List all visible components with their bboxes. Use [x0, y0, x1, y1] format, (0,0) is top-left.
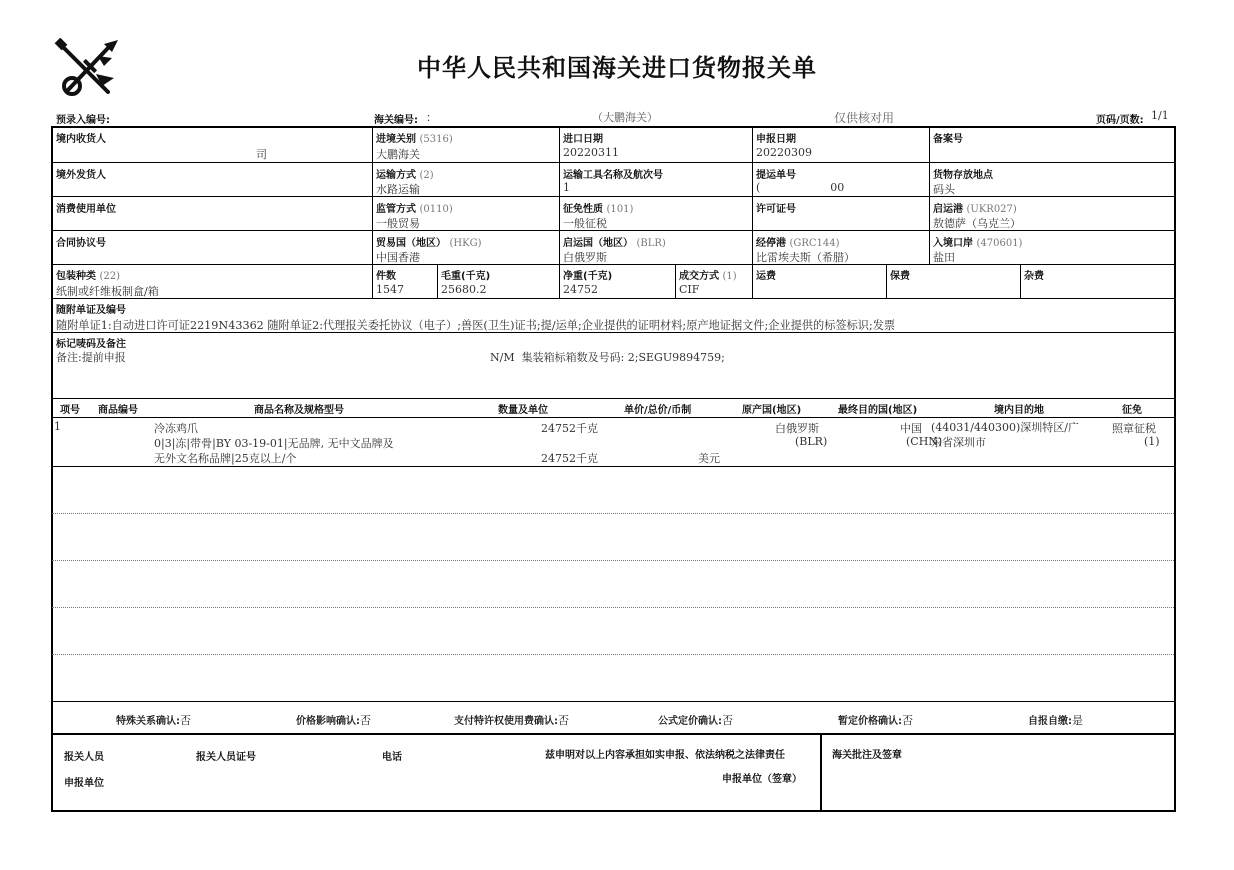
bill-no-value: ( 00: [756, 181, 845, 194]
goods-header-domestic: 境内目的地: [994, 405, 1044, 416]
goods-header-name: 商品名称及规格型号: [254, 405, 344, 416]
deal-mode-label: 成交方式 (1): [679, 271, 737, 282]
declare-unit-seal-label: 申报单位（签章）: [722, 774, 802, 785]
pieces-label: 件数: [376, 271, 396, 282]
license-no-label: 许可证号: [756, 204, 796, 215]
supervision-label: 监管方式 (0110): [376, 204, 453, 215]
provisional-price-confirm: 暂定价格确认:否: [838, 714, 913, 727]
trade-country-value: 中国香港: [376, 251, 420, 264]
item-levy-code: (1): [1144, 435, 1160, 448]
deal-mode-value: CIF: [679, 283, 700, 296]
goods-header-price: 单价/总价/币制: [624, 405, 692, 416]
customs-no-value: ：: [426, 111, 437, 124]
consignee-label: 境内收货人: [56, 134, 106, 145]
item-qty-2: 24752千克: [541, 452, 598, 465]
attached-docs-value: 随附单证1:自动进口许可证2219N43362 随附单证2:代理报关委托协议（电子）;兽医(卫生)证书;提/运单;企业提供的证明材料;原产地证据文件;企业提供的标签标识;发票: [56, 319, 896, 332]
insurance-label: 保费: [890, 271, 910, 282]
origin-country-label: 启运国（地区） (BLR): [563, 238, 666, 249]
item-domestic-dest: (44031/440300)深圳特区/广东省深圳市: [931, 421, 1079, 449]
declare-unit-label: 申报单位: [64, 778, 104, 789]
declarant-label: 报关人员: [64, 752, 104, 763]
item-origin: 白俄罗斯: [775, 422, 819, 435]
marks-value: N/M 集装箱标箱数及号码: 2;SEGU9894759;: [490, 351, 725, 364]
origin-country-value: 白俄罗斯: [563, 251, 607, 264]
supervision-value: 一般贸易: [376, 217, 420, 230]
remark-value: 备注:提前申报: [56, 351, 126, 364]
transport-mode-label: 运输方式 (2): [376, 170, 434, 181]
item-spec-line1: 0|3|冻|带骨|BY 03-19-01|无品牌, 无中文品牌及: [154, 437, 394, 450]
form-title: 中华人民共和国海关进口货物报关单: [417, 54, 817, 82]
item-currency: 美元: [698, 452, 720, 465]
page-label: 页码/页数:: [1096, 115, 1144, 126]
attached-docs-label: 随附单证及编号: [56, 305, 126, 316]
goods-header-dest: 最终目的国(地区): [838, 405, 918, 416]
departure-port-value: 敖德萨（乌克兰）: [933, 217, 1021, 230]
item-spec-line2: 无外文名称品牌|25克以上/个: [154, 452, 297, 465]
levy-nature-label: 征免性质 (101): [563, 204, 634, 215]
price-impact-confirm: 价格影响确认:否: [296, 714, 371, 727]
net-weight-value: 24752: [563, 283, 598, 296]
pieces-value: 1547: [376, 283, 404, 296]
package-type-value: 纸制或纤维板制盒/箱: [56, 285, 159, 298]
vessel-value: 1: [563, 181, 570, 194]
bill-no-label: 提运单号: [756, 170, 796, 181]
legal-statement: 兹申明对以上内容承担如实申报、依法纳税之法律责任: [545, 750, 785, 761]
item-dest: 中国: [900, 422, 922, 435]
stop-port-value: 比雷埃夫斯（希腊）: [756, 251, 855, 264]
levy-nature-value: 一般征税: [563, 217, 607, 230]
gross-weight-value: 25680.2: [441, 283, 487, 296]
departure-port-label: 启运港 (UKR027): [933, 204, 1017, 215]
customs-no-label: 海关编号:: [374, 115, 418, 126]
item-origin-code: (BLR): [795, 435, 828, 448]
customs-notes-label: 海关批注及签章: [832, 750, 902, 761]
royalty-confirm: 支付特许权使用费确认:否: [454, 714, 569, 727]
gross-weight-label: 毛重(千克): [441, 271, 491, 282]
goods-header-code: 商品编号: [98, 405, 138, 416]
declare-date-value: 20220309: [756, 146, 812, 159]
declarant-cert-label: 报关人员证号: [196, 752, 256, 763]
pre-entry-label: 预录入编号:: [56, 115, 110, 126]
entry-office-label: 进境关别 (5316): [376, 134, 453, 145]
self-pay-confirm: 自报自缴:是: [1028, 714, 1083, 727]
entry-port-label: 入境口岸 (470601): [933, 238, 1023, 249]
consumer-unit-label: 消费使用单位: [56, 204, 116, 215]
item-no: 1: [54, 420, 61, 433]
page-value: 1/1: [1151, 109, 1169, 122]
goods-header-origin: 原产国(地区): [742, 405, 802, 416]
net-weight-label: 净重(千克): [563, 271, 613, 282]
item-dest-code: (CHN): [906, 435, 943, 448]
storage-place-label: 货物存放地点: [933, 170, 993, 181]
storage-place-value: 码头: [933, 183, 955, 196]
entry-port-value: 盐田: [933, 251, 955, 264]
import-date-label: 进口日期: [563, 134, 603, 145]
phone-label: 电话: [382, 752, 402, 763]
consignee-value: 司: [256, 148, 267, 161]
goods-header-qty: 数量及单位: [498, 405, 548, 416]
item-levy: 照章征税: [1112, 422, 1156, 435]
entry-office-value: 大鹏海关: [376, 148, 420, 161]
misc-fee-label: 杂费: [1024, 271, 1044, 282]
declare-date-label: 申报日期: [756, 134, 796, 145]
watermark-text: 仅供核对用: [834, 111, 895, 125]
trade-country-label: 贸易国（地区） (HKG): [376, 238, 482, 249]
import-date-value: 20220311: [563, 146, 619, 159]
package-type-label: 包装种类 (22): [56, 271, 121, 282]
record-no-label: 备案号: [933, 134, 963, 145]
goods-header-levy: 征免: [1122, 405, 1142, 416]
transport-mode-value: 水路运输: [376, 183, 420, 196]
consignor-label: 境外发货人: [56, 170, 106, 181]
item-name: 冷冻鸡爪: [154, 422, 198, 435]
formula-price-confirm: 公式定价确认:否: [658, 714, 733, 727]
vessel-label: 运输工具名称及航次号: [563, 170, 663, 181]
goods-header-no: 项号: [60, 405, 80, 416]
contract-no-label: 合同协议号: [56, 238, 106, 249]
customs-office-name: （大鹏海关）: [592, 111, 658, 124]
stop-port-label: 经停港 (GRC144): [756, 238, 840, 249]
marks-label: 标记唛码及备注: [56, 339, 126, 350]
freight-label: 运费: [756, 271, 776, 282]
special-relation-confirm: 特殊关系确认:否: [116, 714, 191, 727]
item-qty-1: 24752千克: [541, 422, 598, 435]
